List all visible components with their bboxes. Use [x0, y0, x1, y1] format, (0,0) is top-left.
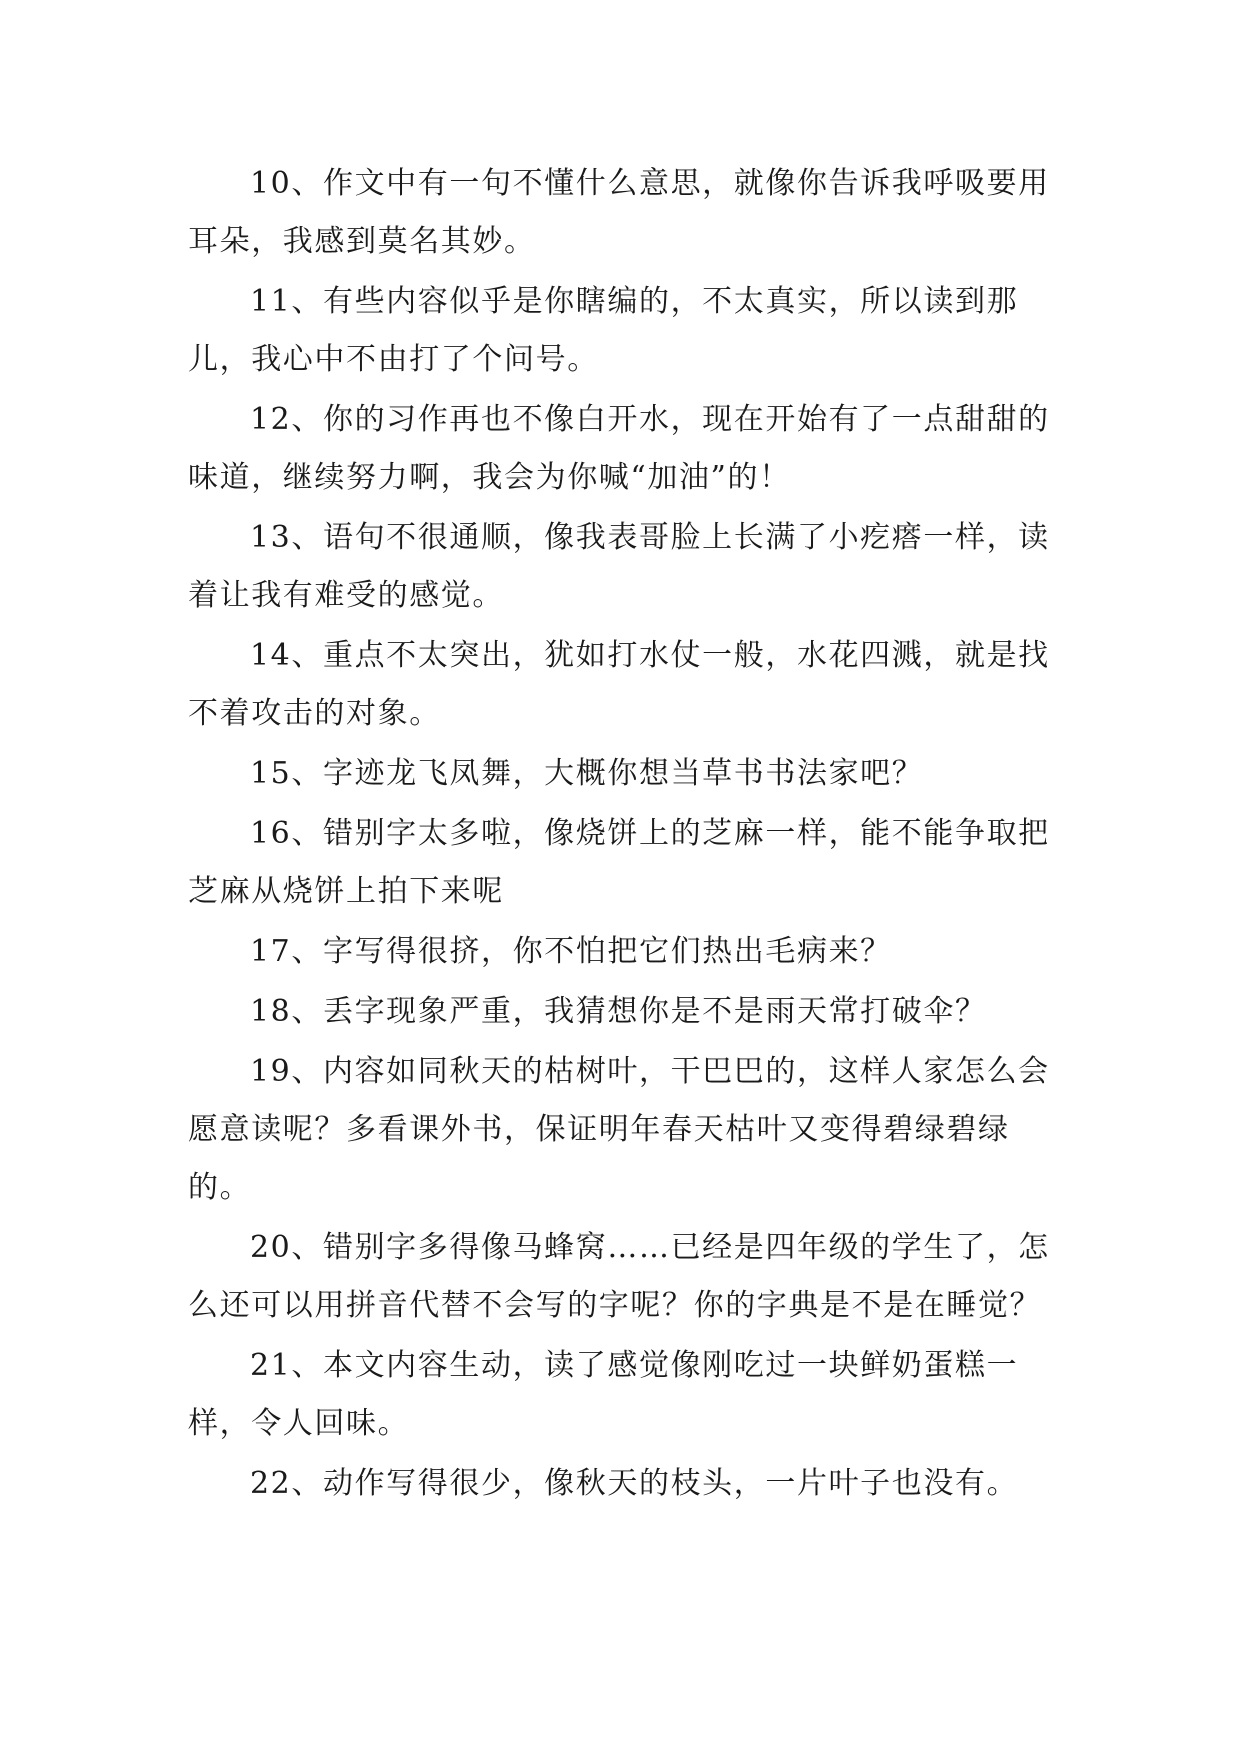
- paragraph-17: 17、字写得很挤，你不怕把它们热出毛病来？: [250, 934, 892, 969]
- paragraph-11: 11、有些内容似乎是你瞎编的，不太真实，所以读到那儿，我心中不由打了个问号。: [188, 284, 1019, 377]
- paragraph-19: 19、内容如同秋天的枯树叶，干巴巴的，这样人家怎么会愿意读呢？多看课外书，保证明年春天枯叶又变得碧绿碧绿的。: [188, 1054, 1050, 1205]
- paragraph-12: 12、你的习作再也不像白开水，现在开始有了一点甜甜的味道，继续努力啊，我会为你喊“加油”的！: [188, 402, 1050, 495]
- paragraph-21: 21、本文内容生动，读了感觉像刚吃过一块鲜奶蛋糕一样，令人回味。: [188, 1348, 1019, 1441]
- paragraph-20: 20、错别字多得像马蜂窝……已经是四年级的学生了，怎么还可以用拼音代替不会写的字呢？你的字典是不是在睡觉？: [188, 1230, 1050, 1323]
- paragraph-13: 13、语句不很通顺，像我表哥脸上长满了小疙瘩一样，读着让我有难受的感觉。: [188, 520, 1050, 613]
- paragraph-14: 14、重点不太突出，犹如打水仗一般，水花四溅，就是找不着攻击的对象。: [188, 638, 1050, 731]
- paragraph-16: 16、错别字太多啦，像烧饼上的芝麻一样，能不能争取把芝麻从烧饼上拍下来呢: [188, 816, 1050, 909]
- document-body: [188, 155, 1050, 1515]
- paragraph-10: 10、作文中有一句不懂什么意思，就像你告诉我呼吸要用耳朵，我感到莫名其妙。: [188, 166, 1050, 259]
- paragraph-18: 18、丢字现象严重，我猜想你是不是雨天常打破伞？: [250, 994, 987, 1029]
- paragraph-15: 15、字迹龙飞凤舞，大概你想当草书书法家吧？: [250, 756, 924, 791]
- paragraph-22: 22、动作写得很少，像秋天的枝头，一片叶子也没有。: [250, 1466, 1019, 1501]
